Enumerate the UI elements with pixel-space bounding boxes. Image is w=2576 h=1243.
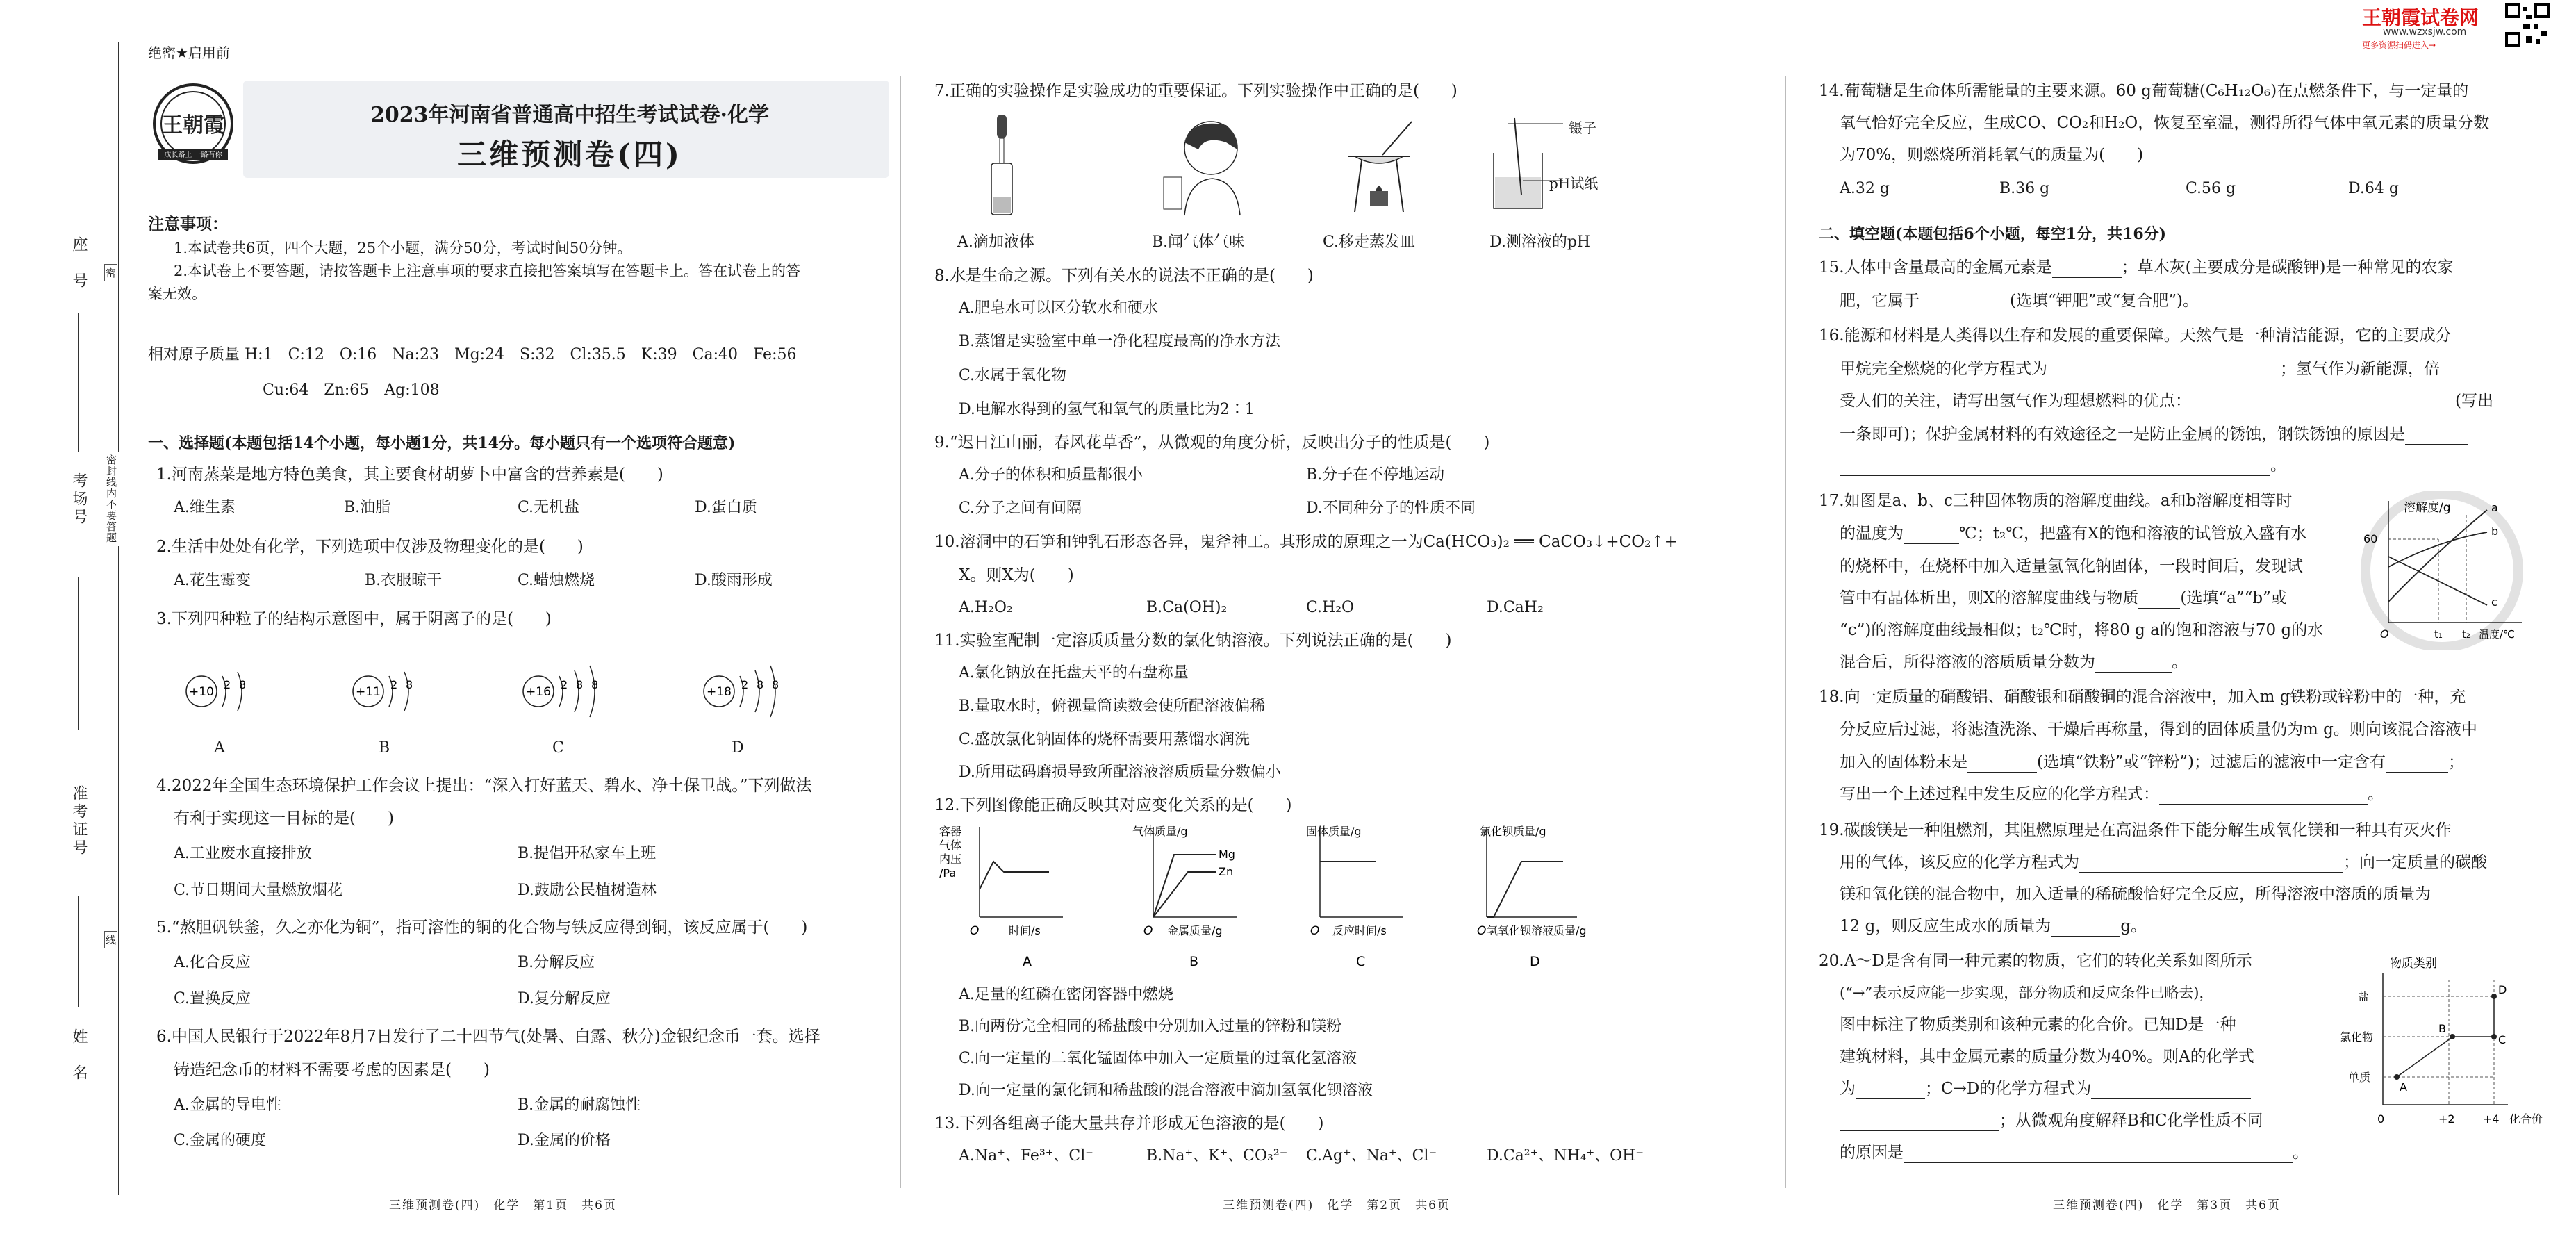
q14-opt-c: C.56 g: [2186, 180, 2236, 197]
q15-line-2: 肥，它属于 (选填“钾肥”或“复合肥”)。: [1840, 292, 2199, 310]
svg-text:固体质量/g: 固体质量/g: [1306, 825, 1362, 838]
svg-text:60: 60: [2363, 532, 2378, 545]
q16-line-1: 16.能源和材料是人类得以生存和发展的重要保障。天然气是一种清洁能源，它的主要成分: [1819, 327, 2452, 345]
q4-opt-c: C.节日期间大量燃放烟花: [174, 882, 343, 899]
svg-text:8: 8: [757, 678, 764, 691]
q17-line-3: 的烧杯中，在烧杯中加入适量氢氧化钠固体，一段时间后，发现试: [1840, 557, 2303, 575]
svg-text:物质类别: 物质类别: [2390, 957, 2437, 971]
svg-text:温度/℃: 温度/℃: [2479, 628, 2515, 641]
q7-opt-c: C.移走蒸发皿: [1323, 233, 1416, 251]
q14-stem-2: 氧气恰好完全反应，生成CO、CO₂和H₂O，恢复至室温，测得所得气体中氧元素的质量分数: [1840, 114, 2490, 132]
q20-line-2: (“→”表示反应能一步实现，部分物质和反应条件已略去)，: [1840, 985, 2214, 1001]
q7-label-tweezers: 镊子: [1569, 120, 1596, 136]
section-2-heading: 二、填空题(本题包括6个小题，每空1分，共16分): [1819, 225, 2167, 243]
svg-text:Mg: Mg: [1219, 848, 1235, 861]
q2-opt-b: B.衣服晾干: [365, 572, 443, 589]
q8-opt-d: D.电解水得到的氢气和氧气的质量比为2∶1: [959, 401, 1255, 418]
q6-opt-b: B.金属的耐腐蚀性: [518, 1096, 641, 1114]
q20-blank-1[interactable]: [1856, 1083, 1925, 1099]
svg-text:O: O: [1143, 924, 1153, 938]
svg-text:反应时间/s: 反应时间/s: [1332, 924, 1387, 937]
section-1-heading: 一、选择题(本题包括14个小题，每小题1分，共14分。每小题只有一个选项符合题意): [148, 434, 736, 452]
q17-line-6: 混合后，所得溶液的溶质质量分数为 。: [1840, 653, 2188, 671]
svg-text:金属质量/g: 金属质量/g: [1167, 924, 1223, 937]
q18-blank-1[interactable]: [1967, 757, 2037, 773]
q3-atom-b: [347, 657, 445, 729]
q14-opt-b: B.36 g: [1999, 180, 2050, 197]
q3-opt-c: C: [552, 739, 564, 757]
q20-line-1: 20.A～D是含有同一种元素的物质，它们的转化关系如图所示: [1819, 952, 2252, 970]
svg-text:2: 2: [561, 678, 568, 691]
svg-text:8: 8: [591, 678, 599, 691]
q7-opt-d: D.测溶液的pH: [1489, 233, 1591, 251]
svg-text:内压: 内压: [939, 853, 962, 866]
svg-text:气体: 气体: [939, 839, 962, 852]
svg-text:2: 2: [224, 678, 231, 691]
qr-code-icon: [2505, 3, 2550, 47]
q20-blank-3[interactable]: [1840, 1115, 1999, 1131]
q19-blank-2[interactable]: [2051, 921, 2120, 937]
q19-line-2: 用的气体，该反应的化学方程式为 ；向一定质量的碳酸: [1840, 853, 2487, 871]
q17-blank-2[interactable]: [2138, 593, 2180, 609]
svg-text:8: 8: [576, 678, 584, 691]
q20-line-3: 图中标注了物质类别和该种元素的化合价。已知D是一种: [1840, 1016, 2236, 1034]
seat-line: [78, 313, 79, 452]
q16-blank-2[interactable]: [2191, 395, 2455, 411]
q2-opt-c: C.蜡烛燃烧: [518, 572, 595, 589]
q16-blank-3[interactable]: [2405, 429, 2468, 445]
q10-opt-a: A.H₂O₂: [959, 599, 1013, 616]
q12-opt-b: B.向两份完全相同的稀盐酸中分别加入过量的锌粉和镁粉: [959, 1018, 1342, 1035]
q4-stem-2: 有利于实现这一目标的是( ): [174, 809, 394, 828]
svg-text:+4: +4: [2483, 1112, 2500, 1126]
q11-opt-b: B.量取水时，俯视量筒读数会使所配溶液偏稀: [959, 698, 1266, 715]
q3-opt-d: D: [732, 739, 744, 757]
svg-text:2: 2: [741, 678, 749, 691]
q18-line-4: 写出一个上述过程中发生反应的化学方程式： 。: [1840, 785, 2384, 803]
q20-blank-2[interactable]: [2091, 1083, 2251, 1099]
q9-opt-a: A.分子的体积和质量都很小: [959, 466, 1143, 484]
q3-opt-a: A: [214, 739, 225, 757]
notes-heading: 注意事项：: [148, 215, 228, 233]
q16-blank-1[interactable]: [2047, 363, 2280, 379]
q14-opt-a: A.32 g: [1840, 180, 1890, 197]
svg-text:O: O: [1310, 924, 1320, 938]
watermark-note: 更多资源扫码进入→: [2362, 40, 2436, 50]
q18-blank-2[interactable]: [2386, 757, 2448, 773]
q4-opt-b: B.提倡开私家车上班: [518, 845, 657, 862]
q10-opt-d: D.CaH₂: [1487, 599, 1544, 616]
room-line: [78, 577, 79, 730]
q8-opt-a: A.肥皂水可以区分软水和硬水: [959, 299, 1158, 317]
q17-solubility-chart: [2348, 491, 2550, 653]
svg-text:t₁: t₁: [2434, 628, 2443, 641]
svg-text:气体质量/g: 气体质量/g: [1132, 825, 1188, 838]
svg-text:Zn: Zn: [1219, 865, 1234, 878]
watermark-site: 王朝霞试卷网: [2362, 6, 2479, 29]
q4-stem-1: 4.2022年全国生态环境保护工作会议上提出：“深入打好蓝天、碧水、净土保卫战。”下列做法: [156, 777, 812, 795]
q12-opt-d: D.向一定量的氯化铜和稀盐酸的混合溶液中滴加氢氧化钡溶液: [959, 1082, 1373, 1099]
q17-line-4: 管中有晶体析出，则X的溶解度曲线与物质 (选填“a”“b”或: [1840, 589, 2287, 607]
q12-graph-c: [1306, 825, 1403, 969]
q19-line-3: 镁和氧化镁的混合物中，加入适量的稀硫酸恰好完全反应，所得溶液中溶质的质量为: [1840, 885, 2431, 903]
q6-opt-c: C.金属的硬度: [174, 1132, 267, 1149]
q10-opt-c: C.H₂O: [1306, 599, 1355, 616]
ticket-line: [78, 896, 79, 1007]
q8-opt-b: B.蒸馏是实验室中单一净化程度最高的净水方法: [959, 333, 1281, 350]
q11-opt-d: D.所用砝码磨损导致所配溶液溶质质量分数偏小: [959, 764, 1281, 781]
q1-opt-a: A.维生素: [174, 499, 236, 516]
atomic-mass-2: Cu:64 Zn:65 Ag:108: [263, 381, 440, 399]
svg-text:时间/s: 时间/s: [1009, 924, 1041, 937]
logo-tag: 成长路上 一路有你: [164, 151, 222, 159]
q6-opt-a: A.金属的导电性: [174, 1096, 281, 1114]
notes-item-2: 2.本试卷上不要答题，请按答题卡上注意事项的要求直接把答案填写在答题卡上。答在试卷上的答: [174, 263, 801, 279]
q13-opt-c: C.Ag⁺、Na⁺、Cl⁻: [1306, 1147, 1437, 1164]
svg-text:O: O: [1477, 924, 1487, 938]
q17-blank-3[interactable]: [2095, 657, 2172, 673]
logo: [151, 82, 235, 165]
svg-text:+18: +18: [707, 685, 732, 699]
svg-text:8: 8: [406, 678, 413, 691]
q12-graph-b: [1132, 825, 1237, 969]
svg-text:D: D: [2498, 983, 2507, 996]
q16-line-4: 一条即可)；保护金属材料的有效途径之一是防止金属的锈蚀，钢铁锈蚀的原因是: [1840, 424, 2468, 445]
q5-stem: 5.“熬胆矾铁釜，久之亦化为铜”，指可溶性的铜的化合物与铁反应得到铜，该反应属于( ): [156, 919, 808, 937]
q2-stem: 2.生活中处处有化学，下列选项中仅涉及物理变化的是( ): [156, 538, 584, 556]
q19-blank-1[interactable]: [2079, 857, 2343, 873]
q20-line-4: 建筑材料，其中金属元素的质量分数为40%。则A的化学式: [1840, 1048, 2254, 1066]
svg-text:容器: 容器: [939, 825, 962, 838]
ticket-label: 准考证号: [70, 785, 88, 857]
q6-stem-1: 6.中国人民银行于2022年8月7日发行了二十四节气(处暑、白露、秋分)金银纪念币一套。选择: [156, 1028, 820, 1046]
q10-opt-b: B.Ca(OH)₂: [1146, 599, 1228, 616]
svg-text:/Pa: /Pa: [939, 866, 957, 880]
q11-opt-a: A.氯化钠放在托盘天平的右盘称量: [959, 664, 1189, 682]
q9-stem: 9.“迟日江山丽，春风花草香”，从微观的角度分析，反映出分子的性质是( ): [934, 434, 1490, 452]
q15-line-1: 15.人体中含量最高的金属元素是 ；草木灰(主要成分是碳酸钾)是一种常见的农家: [1819, 258, 2454, 277]
q16-blank-4[interactable]: [1840, 460, 2270, 476]
room-label: 考场号: [70, 472, 88, 527]
svg-text:t₂: t₂: [2462, 628, 2470, 641]
q3-stem: 3.下列四种粒子的结构示意图中，属于阴离子的是( ): [156, 610, 552, 628]
atomic-mass-1: 相对原子质量 H:1 C:12 O:16 Na:23 Mg:24 S:32 Cl:35.5 K:39 Ca:40 Fe:56: [148, 346, 797, 363]
svg-text:氯化钡质量/g: 氯化钡质量/g: [1480, 825, 1546, 838]
q20-valence-chart: [2327, 952, 2557, 1135]
svg-text:氯化物: 氯化物: [2340, 1030, 2374, 1044]
q13-opt-b: B.Na⁺、K⁺、CO₃²⁻: [1146, 1147, 1288, 1164]
q3-atom-c: [518, 653, 636, 732]
q8-stem: 8.水是生命之源。下列有关水的说法不正确的是( ): [934, 267, 1314, 285]
q7-opt-b: B.闻气体气味: [1152, 233, 1245, 251]
seal-mark-1: 密: [104, 264, 117, 281]
q16-line-3: 受人们的关注，请写出氢气作为理想燃料的优点： (写出: [1840, 392, 2493, 410]
secret-label: 绝密★启用前: [148, 44, 230, 61]
svg-text:A: A: [2400, 1080, 2407, 1094]
q7-ph-figure: [1480, 111, 1619, 218]
q18-line-2: 分反应后过滤，将滤渣洗涤、干燥后再称量，得到的固体质量仍为m g。则向该混合溶液中: [1840, 721, 2477, 739]
svg-text:C: C: [1356, 954, 1366, 969]
svg-text:0: 0: [2377, 1112, 2385, 1126]
q16-line-5: 。: [1840, 455, 2286, 476]
q2-opt-d: D.酸雨形成: [695, 572, 773, 589]
q5-opt-c: C.置换反应: [174, 990, 251, 1007]
q1-opt-c: C.无机盐: [518, 499, 580, 516]
q12-graph-d: [1477, 825, 1587, 969]
q12-opt-c: C.向一定量的二氧化锰固体中加入一定质量的过氧化氢溶液: [959, 1050, 1357, 1067]
q7-stem: 7.正确的实验操作是实验成功的重要保证。下列实验操作中正确的是( ): [934, 82, 1458, 100]
q20-line-5: 为 ；C→D的化学方程式为: [1840, 1078, 2251, 1099]
svg-text:8: 8: [772, 678, 779, 691]
q7-smell-figure: [1157, 115, 1254, 222]
q18-line-1: 18.向一定质量的硝酸铝、硝酸银和硝酸铜的混合溶液中，加入m g铁粉或锌粉中的一种，充: [1819, 688, 2466, 706]
q7-opt-a: A.滴加液体: [957, 233, 1034, 251]
svg-text:单质: 单质: [2348, 1071, 2371, 1084]
q18-line-3: 加入的固体粉末是 (选填“铁粉”或“锌粉”)；过滤后的滤液中一定含有 ；: [1840, 753, 2464, 771]
svg-text:+11: +11: [356, 685, 381, 699]
svg-text:+16: +16: [526, 685, 551, 699]
seal-notice: 密封线内不要答题: [104, 452, 119, 546]
q8-opt-c: C.水属于氧化物: [959, 367, 1067, 384]
q12-graphs: [931, 820, 1598, 989]
q9-opt-d: D.不同种分子的性质不同: [1306, 500, 1476, 517]
logo-text: 王朝霞: [162, 113, 224, 138]
q18-blank-3[interactable]: [2159, 789, 2368, 805]
q14-stem-3: 为70%，则燃烧所消耗氧气的质量为( ): [1840, 146, 2144, 164]
svg-text:b: b: [2491, 525, 2499, 538]
q5-opt-a: A.化合反应: [174, 954, 251, 971]
svg-text:O: O: [970, 924, 980, 938]
q9-opt-b: B.分子在不停地运动: [1306, 466, 1445, 484]
svg-text:D: D: [1530, 954, 1540, 969]
seal-mark-3: 线: [104, 931, 117, 948]
q1-stem: 1.河南蒸菜是地方特色美食，其主要食材胡萝卜中富含的营养素是( ): [156, 466, 663, 484]
svg-text:氢氧化钡溶液质量/g: 氢氧化钡溶液质量/g: [1487, 924, 1587, 937]
q20-line-7: 的原因是 。: [1840, 1144, 2309, 1162]
q20-blank-4[interactable]: [1904, 1147, 2293, 1163]
q1-opt-d: D.蛋白质: [695, 499, 757, 516]
page-divider-2: [1785, 76, 1786, 1188]
q12-opt-a: A.足量的红磷在密闭容器中燃烧: [959, 986, 1173, 1003]
q12-stem: 12.下列图像能正确反映其对应变化关系的是( ): [934, 796, 1292, 814]
q20-line-6: ；从微观角度解释B和C化学性质不同: [1840, 1110, 2263, 1131]
binding-line-2: [118, 42, 119, 1195]
q4-opt-a: A.工业废水直接排放: [174, 845, 312, 862]
q11-opt-c: C.盛放氯化钠固体的烧杯需要用蒸馏水润洗: [959, 731, 1250, 748]
q13-opt-d: D.Ca²⁺、NH₄⁺、OH⁻: [1487, 1147, 1644, 1164]
q3-atom-d: [698, 653, 816, 732]
q13-opt-a: A.Na⁺、Fe³⁺、Cl⁻: [959, 1147, 1093, 1164]
q13-stem: 13.下列各组离子能大量共存并形成无色溶液的是( ): [934, 1114, 1324, 1133]
q3-atom-a: [181, 657, 278, 729]
q14-opt-d: D.64 g: [2348, 180, 2399, 197]
page-divider-1: [900, 76, 901, 1188]
q19-line-1: 19.碳酸镁是一种阻燃剂，其阻燃原理是在高温条件下能分解生成氧化镁和一种具有灭火作: [1819, 821, 2452, 839]
q5-opt-b: B.分解反应: [518, 954, 595, 971]
q1-opt-b: B.油脂: [344, 499, 391, 516]
q2-opt-a: A.花生霉变: [174, 572, 251, 589]
q11-stem: 11.实验室配制一定溶质质量分数的氯化钠溶液。下列说法正确的是( ): [934, 632, 1452, 650]
svg-text:盐: 盐: [2358, 990, 2370, 1003]
svg-text:溶解度/g: 溶解度/g: [2404, 501, 2451, 515]
svg-text:+10: +10: [189, 685, 214, 699]
q6-stem-2: 铸造纪念币的材料不需要考虑的因素是( ): [174, 1061, 490, 1079]
q7-label-ph-paper: pH试纸: [1549, 175, 1599, 192]
name-label: 姓 名: [70, 1028, 88, 1083]
svg-text:+2: +2: [2438, 1112, 2455, 1126]
svg-text:B: B: [1189, 954, 1199, 969]
q6-opt-d: D.金属的价格: [518, 1132, 611, 1149]
svg-text:化合价: 化合价: [2509, 1112, 2543, 1126]
notes-item-1: 1.本试卷共6页，四个大题，25个小题，满分50分，考试时间50分钟。: [174, 240, 632, 256]
svg-text:a: a: [2491, 501, 2498, 514]
q7-evaporate-figure: [1334, 115, 1424, 222]
q17-blank-1[interactable]: [1904, 528, 1959, 544]
q17-line-1: 17.如图是a、b、c三种固体物质的溶解度曲线。a和b溶解度相等时: [1819, 492, 2293, 510]
notes-item-3: 案无效。: [148, 286, 206, 302]
q9-opt-c: C.分子之间有间隔: [959, 500, 1082, 517]
q3-opt-b: B: [379, 739, 390, 757]
svg-text:8: 8: [239, 678, 247, 691]
footer-page-1: 三维预测卷(四) 化学 第1页 共6页: [389, 1199, 617, 1212]
q7-dropper-figure: [976, 115, 1032, 222]
svg-text:A: A: [1023, 954, 1032, 969]
seat-label: 座 号: [70, 236, 88, 290]
svg-text:2: 2: [390, 678, 398, 691]
q15-blank-1[interactable]: [2052, 262, 2122, 278]
svg-text:C: C: [2498, 1033, 2507, 1046]
q15-blank-2[interactable]: [1919, 295, 2010, 311]
q17-line-5: “c”)的溶解度曲线最相似；t₂℃时，将80 g a的饱和溶液与70 g的水: [1840, 621, 2324, 639]
q4-opt-d: D.鼓励公民植树造林: [518, 882, 657, 899]
q19-line-4: 12 g，则反应生成水的质量为 g。: [1840, 917, 2147, 935]
svg-text:c: c: [2491, 595, 2497, 609]
svg-text:O: O: [2380, 627, 2389, 641]
q5-opt-d: D.复分解反应: [518, 990, 611, 1007]
q16-line-2: 甲烷完全燃烧的化学方程式为 ；氢气作为新能源，倍: [1840, 360, 2440, 378]
q14-stem-1: 14.葡萄糖是生命体所需能量的主要来源。60 g葡萄糖(C₆H₁₂O₆)在点燃条件下，与一定量的: [1819, 82, 2469, 100]
footer-page-2: 三维预测卷(四) 化学 第2页 共6页: [1223, 1199, 1451, 1212]
svg-text:B: B: [2438, 1022, 2446, 1035]
exam-title: 2023年河南省普通高中招生考试试卷·化学: [370, 103, 769, 127]
footer-page-3: 三维预测卷(四) 化学 第3页 共6页: [2053, 1199, 2281, 1212]
watermark-url: www.wzxsjw.com: [2383, 26, 2467, 38]
exam-subtitle: 三维预测卷(四): [457, 138, 682, 172]
q10-stem-2: X。则X为( ): [959, 566, 1074, 584]
q17-line-2: 的温度为 ℃；t₂℃，把盛有X的饱和溶液的试管放入盛有水: [1840, 525, 2307, 543]
q12-graph-a: [939, 825, 1063, 969]
q10-stem-1: 10.溶洞中的石笋和钟乳石形态各异，鬼斧神工。其形成的原理之一为Ca(HCO₃)₂ ══ CaCO₃↓+CO₂↑+: [934, 533, 1678, 551]
